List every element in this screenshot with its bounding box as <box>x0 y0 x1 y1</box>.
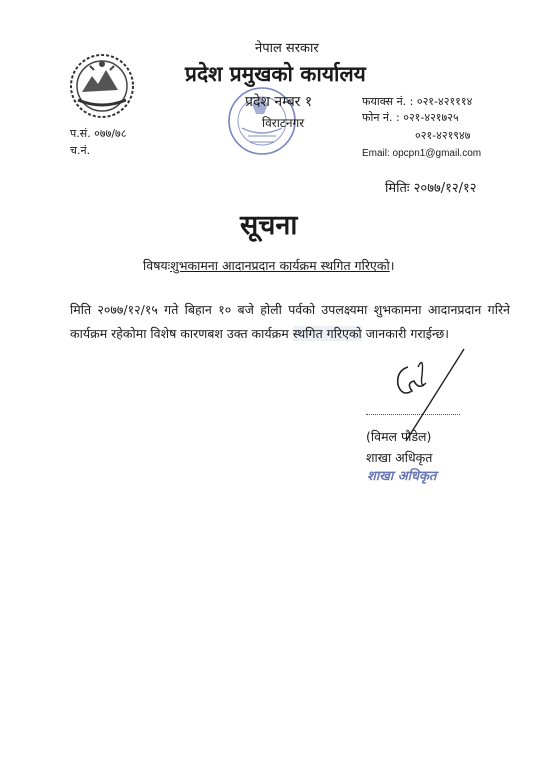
notice-body <box>70 298 510 346</box>
signatory-name: (विमल पौडेल) <box>366 429 432 444</box>
subject-label: विषयः <box>143 258 171 273</box>
subject-text: शुभकामना आदानप्रदान कार्यक्रम स्थगित गरिएको <box>170 258 390 273</box>
subject-end: । <box>389 258 395 273</box>
phone-number: फोन नं. : ०२१-४२१७२५ <box>362 111 459 124</box>
subject-line <box>143 257 394 274</box>
government-name: नेपाल सरकार <box>255 41 319 56</box>
body-main-text: मिति २०७७/१२/१५ गते बिहान १० बजे होली पर्वको उपलक्ष्यमा शुभकामना आदानप्रदान गरिने कार्यक्रम रहेकोमा विशेष कारणबश उक्त कार्यक्रम <box>70 302 510 341</box>
email-address: Email: opcpn1@gmail.com <box>362 148 482 159</box>
notice-title: सूचना <box>240 210 298 241</box>
fax-number: फयाक्स नं. : ०२१-४२१११४ <box>362 95 473 108</box>
letter-reference-number: प.सं. ०७७/७८ <box>70 127 127 140</box>
designation-stamp: शाखा अधिकृत <box>367 469 437 484</box>
place-name: विराटनगर <box>262 116 305 130</box>
signatory-title: शाखा अधिकृत <box>366 450 433 465</box>
body-highlight-text: स्थगित गरिएको <box>292 326 362 341</box>
nepal-government-emblem-icon <box>68 52 136 124</box>
office-name: प्रदेश प्रमुखको कार्यालय <box>185 62 366 86</box>
body-end-text: जानकारी गराईन्छ। <box>361 326 449 341</box>
phone-number-secondary: ०२१-४२१९४७ <box>415 129 471 142</box>
letter-date: मितिः २०७७/१२/१२ <box>385 181 477 196</box>
province-name: प्रदेश नम्बर १ <box>245 94 313 110</box>
dispatch-number: च.नं. <box>70 144 91 157</box>
signature-dotted-line <box>366 414 460 415</box>
